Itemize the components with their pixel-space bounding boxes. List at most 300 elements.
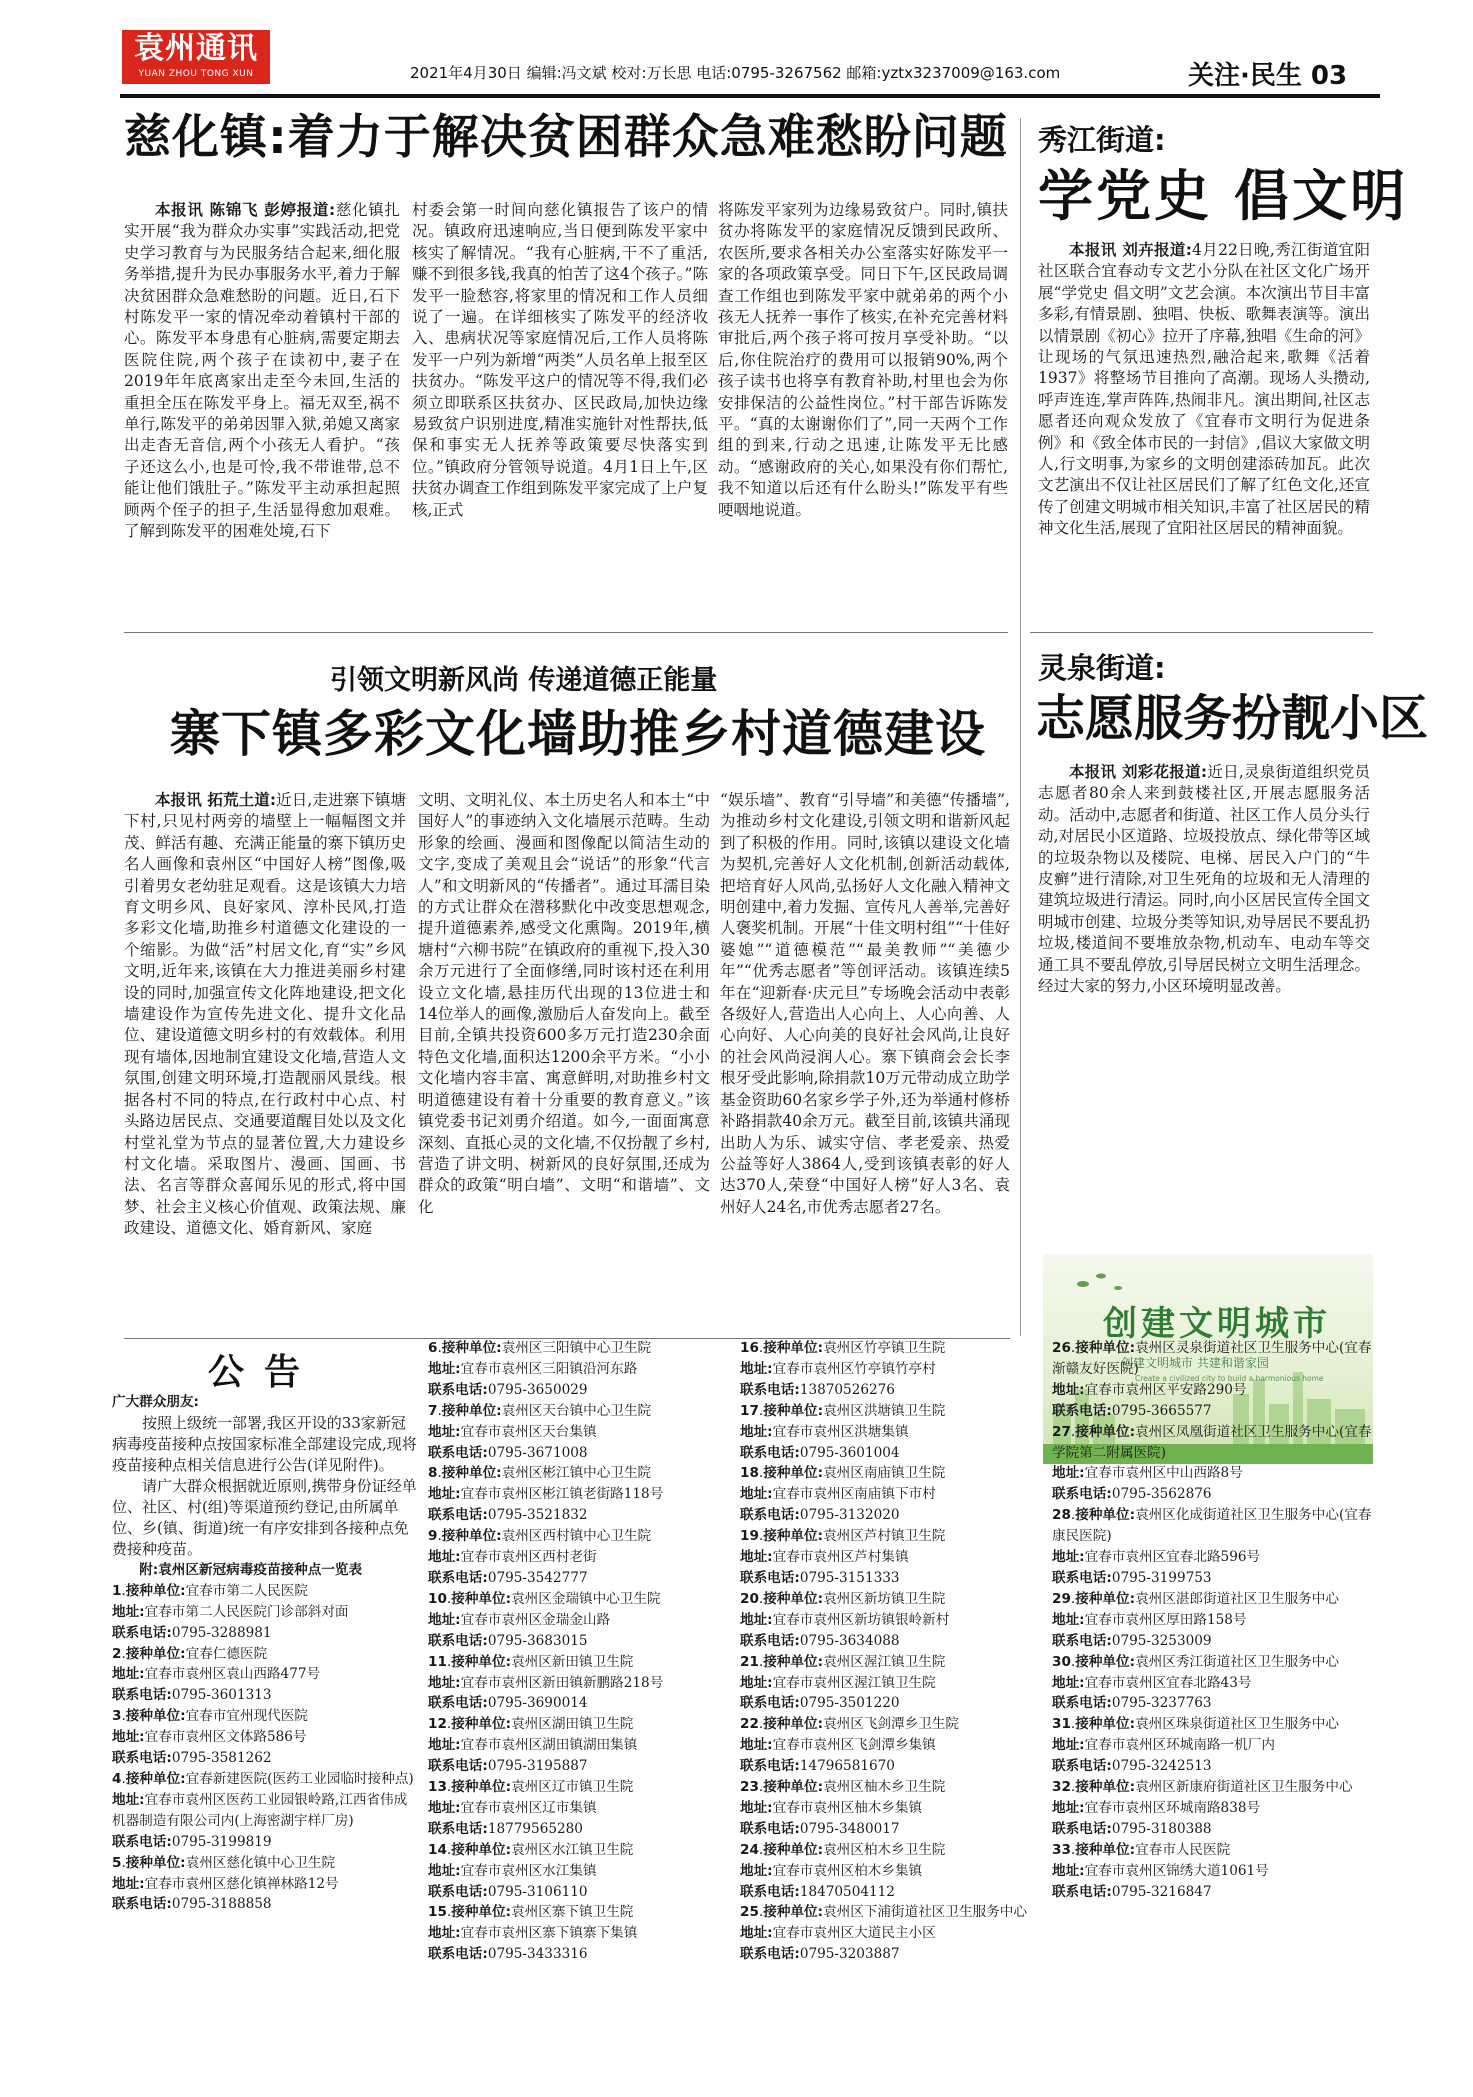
site-number: 33 [1052,1841,1071,1858]
site-unit: 袁州区芦村镇卫生院 [823,1528,946,1545]
site-phone-label: 联系电话: [428,1632,488,1649]
article4-kicker: 灵泉街道: [1038,651,1166,685]
site-unit-label: 接种单位: [763,1841,824,1858]
site-unit: 袁州区三阳镇中心卫生院 [501,1340,652,1356]
site-phone-label: 联系电话: [1052,1569,1112,1586]
site-unit: 袁州区西村镇中心卫生院 [501,1528,652,1545]
vaccination-site: 6.接种单位:袁州区三阳镇中心卫生院 地址:宜春市袁州区三阳镇沿河东路 联系电话:0795-3650029 [428,1340,652,1398]
site-number: 4 [112,1770,122,1787]
site-unit: 袁州区灵泉街道社区卫生服务中心(宜春渐赣友好医院) [1052,1340,1372,1377]
site-unit: 袁州区珠泉街道社区卫生服务中心 [1135,1716,1339,1733]
site-unit-label: 接种单位: [451,1653,512,1670]
site-phone-label: 联系电话: [740,1820,800,1837]
site-unit-label: 接种单位: [451,1904,512,1921]
vaccination-site: 16.接种单位:袁州区竹亭镇卫生院 地址:宜春市袁州区竹亭镇竹亭村 联系电话:13870526276 [740,1340,946,1398]
site-addr-label: 地址: [428,1674,461,1691]
site-addr-label: 地址: [740,1549,773,1566]
site-address: 宜春市袁州区新坊镇银岭新村 [772,1611,950,1628]
site-phone-label: 联系电话: [1052,1820,1112,1837]
site-number: 1 [112,1582,122,1599]
site-unit-label: 接种单位: [441,1465,502,1482]
article1-col1 [124,200,400,620]
site-addr-label: 地址: [740,1423,773,1440]
vaccination-site: 32.接种单位:袁州区新康府街道社区卫生服务中心 地址:宜春市袁州区环城南路838号 联系电话:0795-3180388 [1052,1779,1353,1837]
site-unit-label: 接种单位: [125,1770,186,1787]
site-list-part1 [112,1581,420,1916]
vaccination-site: 21.接种单位:袁州区渥江镇卫生院 地址:宜春市袁州区渥江镇卫生院 联系电话:0795-3501220 [740,1653,946,1712]
article1-bottom-rule [124,632,1008,633]
site-phone: 0795-3671008 [487,1444,588,1461]
site-addr-label: 地址: [740,1737,773,1754]
site-phone: 0795-3480017 [799,1820,900,1837]
site-address: 宜春市袁州区文体路586号 [144,1729,307,1746]
site-unit-label: 接种单位: [1075,1716,1136,1733]
site-address: 宜春市袁州区水江集镇 [460,1862,597,1879]
site-number: 15 [428,1904,447,1921]
notice-col3 [740,1338,1040,2088]
site-unit-label: 接种单位: [1075,1423,1136,1440]
site-number: 22 [740,1716,759,1733]
vaccination-site: 10.接种单位:袁州区金瑞镇中心卫生院 地址:宜春市袁州区金瑞金山路 联系电话:0795-3683015 [428,1590,661,1649]
site-phone-label: 联系电话: [428,1820,488,1837]
site-address: 宜春市袁州区慈化镇禅林路12号 [144,1875,339,1892]
site-addr-label: 地址: [1052,1465,1085,1482]
site-address: 宜春市袁州区平安路290号 [1084,1381,1247,1398]
site-phone-label: 联系电话: [740,1632,800,1649]
vaccination-site: 19.接种单位:袁州区芦村镇卫生院 地址:宜春市袁州区芦村集镇 联系电话:0795-3151333 [740,1528,946,1586]
site-address: 宜春市袁州区辽市集镇 [460,1799,597,1816]
site-phone-label: 联系电话: [1052,1632,1112,1649]
site-phone-label: 联系电话: [740,1444,800,1461]
site-addr-label: 地址: [428,1360,461,1377]
article1-col3 [718,200,1008,620]
site-addr-label: 地址: [112,1603,145,1620]
article2-headline: 学党史 倡文明 [1038,164,1409,228]
site-unit: 袁州区洪塘镇卫生院 [823,1402,946,1419]
site-unit-label: 接种单位: [1075,1779,1136,1796]
site-addr-label: 地址: [428,1611,461,1628]
article3-headline: 寨下镇多彩文化墙助推乡村道德建设 [170,705,986,763]
site-unit-label: 接种单位: [763,1465,824,1482]
vaccination-site: 24.接种单位:袁州区柏木乡卫生院 地址:宜春市袁州区柏木乡集镇 联系电话:18470504112 [740,1841,946,1900]
notice-attachment: 附:袁州区新冠病毒疫苗接种点一览表 [139,1561,363,1578]
site-addr-label: 地址: [1052,1799,1085,1816]
site-unit: 宜春市第二人民医院 [185,1582,308,1599]
site-phone: 0795-3634088 [799,1632,900,1649]
site-phone: 0795-3106110 [487,1883,588,1900]
site-unit-label: 接种单位: [451,1779,512,1796]
vaccination-site: 12.接种单位:袁州区湖田镇卫生院 地址:宜春市袁州区湖田镇湖田集镇 联系电话:0795-3195887 [428,1716,638,1775]
column-divider [1020,118,1021,1336]
vaccination-site: 15.接种单位:袁州区寨下镇卫生院 地址:宜春市袁州区寨下镇寨下集镇 联系电话:0795-3433316 [428,1904,638,1963]
notice-col1 [112,1392,420,2082]
site-phone: 0795-3601004 [799,1444,900,1461]
site-address: 宜春市袁州区医药工业园银岭路,江西省伟成机器制造有限公司内(上海密湖宇样厂房) [112,1791,408,1829]
site-address: 宜春市袁州区渥江镇卫生院 [772,1674,936,1691]
site-unit-label: 接种单位: [125,1582,186,1599]
site-phone: 0795-3665577 [1111,1402,1212,1419]
site-address: 宜春市袁州区竹亭镇竹亭村 [772,1360,936,1377]
site-phone-label: 联系电话: [1052,1402,1112,1419]
site-phone-label: 联系电话: [428,1381,488,1398]
site-list-part4 [1052,1338,1374,1902]
site-phone-label: 联系电话: [428,1883,488,1900]
site-phone-label: 联系电话: [1052,1695,1112,1712]
site-number: 11 [428,1653,447,1670]
site-phone: 0795-3216847 [1111,1883,1212,1900]
vaccination-site: 28.接种单位:袁州区化成街道社区卫生服务中心(宜春康民医院) 地址:宜春市袁州区宜春北路596号 联系电话:0795-3199753 [1052,1507,1372,1586]
article1-col2-text: 村委会第一时间向慈化镇报告了该户的情况。镇政府迅速响应,当日便到陈发平家中核实了解情况。“我有心脏病,干不了重活,赚不到很多钱,我真的怕苦了这4个孩子。”陈发平一脸愁容,将家里的情况和工作人员细说了一遍。在详细核实了陈发平的经济收入、患病状况等家庭情况后,工作人员将陈发平一户列为新增“两类”人员名单上报至区扶贫办。“陈发平这户的情况等不得,我们必须立即联系区扶贫办、区民政局,加快边缘易致贫户识别进度,精准实施针对性帮扶,低保和事实无人抚养等政策要尽快落实到位。”镇政府分管领导说道。4月1日上午,区扶贫办调查工作组到陈发平家完成了上户复核,正式 [412,201,708,519]
site-phone-label: 联系电话: [740,1758,800,1775]
article3-col2 [418,790,710,1325]
site-unit-label: 接种单位: [1075,1507,1136,1524]
site-addr-label: 地址: [740,1925,773,1942]
site-phone: 0795-3581262 [171,1750,272,1767]
masthead-rule [120,94,1380,98]
site-phone: 0795-3601313 [171,1687,272,1704]
vaccination-site: 33.接种单位:宜春市人民医院 地址:宜春市袁州区锦绣大道1061号 联系电话:0795-3216847 [1052,1841,1269,1900]
site-addr-label: 地址: [112,1791,145,1808]
site-address: 宜春市袁州区新田镇新鹏路218号 [460,1674,664,1691]
site-address: 宜春市袁州区三阳镇沿河东路 [460,1360,638,1377]
site-address: 宜春市第二人民医院门诊部斜对面 [144,1603,349,1620]
notice-col4 [1052,1338,1374,2088]
site-number: 29 [1052,1590,1071,1607]
vaccination-site: 18.接种单位:袁州区南庙镇卫生院 地址:宜春市袁州区南庙镇下市村 联系电话:0795-3132020 [740,1465,946,1524]
site-phone-label: 联系电话: [428,1507,488,1524]
site-unit-label: 接种单位: [763,1340,824,1356]
site-addr-label: 地址: [1052,1611,1085,1628]
site-unit: 袁州区秀江街道社区卫生服务中心 [1135,1653,1339,1670]
vaccination-site: 11.接种单位:袁州区新田镇卫生院 地址:宜春市袁州区新田镇新鹏路218号 联系电话:0795-3690014 [428,1653,664,1712]
site-unit-label: 接种单位: [451,1590,512,1607]
site-addr-label: 地址: [112,1729,145,1746]
site-phone-label: 联系电话: [112,1833,172,1850]
site-address: 宜春市袁州区环城南路一机厂内 [1084,1737,1275,1754]
site-unit: 袁州区湛郎街道社区卫生服务中心 [1135,1590,1339,1607]
site-address: 宜春市袁州区金瑞金山路 [460,1611,611,1628]
site-phone: 0795-3180388 [1111,1820,1212,1837]
site-phone: 0795-3253009 [1111,1632,1212,1649]
site-addr-label: 地址: [740,1486,773,1503]
article3-byline: 本报讯 拓荒土道: [155,791,277,809]
site-phone: 0795-3683015 [487,1632,588,1649]
site-unit-label: 接种单位: [763,1904,824,1921]
site-addr-label: 地址: [1052,1381,1085,1398]
site-phone-label: 联系电话: [1052,1883,1112,1900]
site-phone: 0795-3562876 [1111,1486,1212,1503]
vaccination-site: 25.接种单位:袁州区下浦街道社区卫生服务中心 地址:宜春市袁州区大道民主小区 联系电话:0795-3203887 [740,1904,1027,1963]
site-unit: 袁州区天台镇中心卫生院 [501,1402,652,1419]
site-address: 宜春市袁州区西村老街 [460,1549,597,1566]
notice-para2: 请广大群众根据就近原则,携带身份证经单位、社区、村(组)等渠道预约登记,由所属单位、乡(镇、街道)统一有序安排到各接种点免费接种疫苗。 [112,1476,417,1558]
logo-name: 袁州通讯 [134,31,258,66]
vaccination-site: 14.接种单位:袁州区水江镇卫生院 地址:宜春市袁州区水江集镇 联系电话:0795-3106110 [428,1841,634,1900]
vaccination-site: 1.接种单位:宜春市第二人民医院 地址:宜春市第二人民医院门诊部斜对面 联系电话:0795-3288981 [112,1582,349,1641]
site-unit-label: 接种单位: [763,1590,824,1607]
site-phone: 0795-3188858 [171,1896,272,1913]
site-phone: 0795-3542777 [487,1569,588,1586]
vaccination-site: 29.接种单位:袁州区湛郎街道社区卫生服务中心 地址:宜春市袁州区厚田路158号 联系电话:0795-3253009 [1052,1590,1339,1649]
site-phone: 18779565280 [487,1820,583,1837]
site-unit: 袁州区渥江镇卫生院 [823,1653,946,1670]
site-unit-label: 接种单位: [441,1528,502,1545]
site-address: 宜春市袁州区湖田镇湖田集镇 [460,1737,638,1754]
vaccination-site: 8.接种单位:袁州区彬江镇中心卫生院 地址:宜春市袁州区彬江镇老街路118号 联系电话:0795-3521832 [428,1465,664,1524]
site-addr-label: 地址: [428,1486,461,1503]
site-phone: 13870526276 [799,1381,895,1398]
site-number: 8 [428,1465,438,1482]
article2-body-text: 4月22日晚,秀江街道宜阳社区联合宜春动专文艺小分队在社区文化广场开展“学党史 倡文明”文艺会演。本次演出节目丰富多彩,有情景剧、独唱、快板、歌舞表演等。演出以情景剧《初心》拉开了序幕,独唱《生命的河》让现场的气氛迅速热烈,融洽起来,歌舞《活着1937》将整场节目推向了高潮。现场人头攒动,呼声连连,掌声阵阵,热闹非凡。演出期间,社区志愿者还向观众发放了《宜春市文明行为促进条例》和《致全体市民的一封信》,倡议大家做文明人,行文明事,为家乡的文明创建添砖加瓦。此次文艺演出不仅让社区居民们了解了红色文化,还宣传了创建文明城市相关知识,丰富了社区居民的精神文化生活,展现了宜阳社区居民的精神面貌。 [1038,241,1370,538]
site-number: 30 [1052,1653,1071,1670]
site-phone: 0795-3237763 [1111,1695,1212,1712]
article4-headline: 志愿服务扮靓小区 [1036,690,1429,747]
site-phone-label: 联系电话: [740,1381,800,1398]
site-unit: 袁州区辽市镇卫生院 [511,1779,634,1796]
notice-para1: 按照上级统一部署,我区开设的33家新冠病毒疫苗接种点按国家标准全部建设完成,现将疫苗接种点相关信息进行公告(详见附件)。 [112,1413,417,1474]
site-unit: 袁州区水江镇卫生院 [511,1841,634,1858]
site-unit-label: 接种单位: [451,1716,512,1733]
vaccination-site: 13.接种单位:袁州区辽市镇卫生院 地址:宜春市袁州区辽市集镇 联系电话:18779565280 [428,1779,634,1837]
site-number: 6 [428,1340,438,1356]
site-phone-label: 联系电话: [740,1569,800,1586]
site-unit-label: 接种单位: [125,1645,186,1662]
article3-col3-text: “娱乐墙”、教育“引导墙”和美德“传播墙”,为推动乡村文化建设,引领文明和谐新风起到了积极的作用。同时,该镇以建设文化墙为契机,完善好人文化机制,创新活动载体,把培育好人风尚,弘扬好人文化融入精神文明创建中,着力发掘、宣传凡人善举,完善好人褒奖机制。开展“十佳文明村组”“十佳好婆媳”“道德模范”“最美教师”“美德少年”“优秀志愿者”等创评活动。该镇连续5年在“迎新春·庆元旦”专场晚会活动中表彰各级好人,营造出人心向上、人心向善、人心向好、人心向美的良好社会风尚,让良好的社会风尚浸润人心。寨下镇商会会长李根牙受此影响,除捐款10万元带动成立助学基金资助60名家乡学子外,还为举通村修桥补路捐款40余万元。截至目前,该镇共涌现出助人为乐、诚实守信、孝老爱亲、热爱公益等好人3864人,受到该镇表彰的好人达370人,荣登“中国好人榜”好人3名、袁州好人24名,市优秀志愿者27名。 [720,791,1010,1216]
site-phone-label: 联系电话: [112,1750,172,1767]
site-number: 9 [428,1528,438,1545]
article3-col2-text: 文明、文明礼仪、本土历史名人和本土“中国好人”的事迹纳入文化墙展示范畴。生动形象的绘画、漫画和图像配以简洁生动的文字,变成了美观且会“说话”的形象“代言人”和文明新风的“传播者”。通过耳濡目染的方式让群众在潜移默化中改变思想观念,提升道德素养,感受文化熏陶。2019年,横塘村“六柳书院”在镇政府的重视下,投入30余万元进行了全面修缮,同时该村还在利用设立文化墙,悬挂历代出现的13位进士和14位举人的画像,激励后人奋发向上。截至目前,全镇共投资600多万元打造230余面特色文化墙,面积达1200余平方米。“小小文化墙内容丰富、寓意鲜明,对助推乡村文明道德建设有着十分重要的教育意义。”该镇党委书记刘勇介绍道。如今,一面面寓意深刻、直抵心灵的文化墙,不仅扮靓了乡村,营造了讲文明、树新风的良好氛围,还成为群众的政策“明白墙”、文明“和谐墙”、文化 [418,791,710,1216]
site-unit: 宜春仁德医院 [185,1645,268,1662]
site-addr-label: 地址: [1052,1737,1085,1754]
logo-pinyin: YUAN ZHOU TONG XUN [138,69,254,79]
site-address: 宜春市袁州区天台集镇 [460,1423,597,1440]
site-unit: 宜春市人民医院 [1135,1841,1231,1858]
vaccination-site: 31.接种单位:袁州区珠泉街道社区卫生服务中心 地址:宜春市袁州区环城南路一机厂内 联系电话:0795-3242513 [1052,1716,1339,1775]
site-number: 7 [428,1402,438,1419]
site-unit-label: 接种单位: [763,1402,824,1419]
site-number: 21 [740,1653,759,1670]
site-number: 27 [1052,1423,1071,1440]
article1-col1-text: 慈化镇扎实开展“我为群众办实事”实践活动,把党史学习教育与为民服务结合起来,细化服务举措,提升为民办事服务水平,着力于解决贫困群众急难愁盼的问题。近日,石下村陈发平一家的情况牵动着镇村干部的心。陈发平本身患有心脏病,需要定期去医院住院,两个孩子在读初中,妻子在2019年年底离家出走至今未回,生活的重担全压在陈发平身上。福无双至,祸不单行,陈发平的弟弟因罪入狱,弟媳又离家出走杳无音信,两个小孩无人看护。“孩子还这么小,也是可怜,我不带谁带,总不能让他们饿肚子。”陈发平主动承担起照顾两个侄子的担子,生活显得愈加艰难。了解到陈发平的困难处境,石下 [124,201,400,541]
site-number: 20 [740,1590,759,1607]
poster-title: 创建文明城市 [1103,1304,1331,1344]
site-number: 13 [428,1779,447,1796]
article4-byline: 本报讯 刘彩花报道: [1069,763,1208,781]
site-address: 宜春市袁州区飞剑潭乡集镇 [772,1737,936,1754]
site-unit: 袁州区新康府街道社区卫生服务中心 [1135,1779,1353,1796]
site-phone-label: 联系电话: [740,1507,800,1524]
site-unit: 袁州区南庙镇卫生院 [823,1465,946,1482]
site-unit-label: 接种单位: [1075,1653,1136,1670]
article3-col3 [720,790,1010,1325]
site-phone: 0795-3242513 [1111,1758,1212,1775]
site-address: 宜春市袁州区宜春北路596号 [1084,1549,1261,1566]
site-phone-label: 联系电话: [1052,1486,1112,1503]
site-number: 3 [112,1708,122,1725]
article2-body [1038,240,1370,618]
site-phone: 0795-3132020 [799,1507,900,1524]
vaccination-site: 20.接种单位:袁州区新坊镇卫生院 地址:宜春市袁州区新坊镇银岭新村 联系电话:0795-3634088 [740,1590,950,1649]
site-number: 17 [740,1402,759,1419]
site-phone-label: 联系电话: [428,1695,488,1712]
site-addr-label: 地址: [112,1875,145,1892]
site-phone: 18470504112 [799,1883,895,1900]
article2-byline: 本报讯 刘卉报道: [1069,241,1192,259]
site-addr-label: 地址: [740,1799,773,1816]
article3-col1 [124,790,406,1325]
site-unit: 袁州区飞剑潭乡卫生院 [823,1716,959,1733]
notice-greeting: 广大群众朋友: [112,1394,199,1410]
site-phone-label: 联系电话: [740,1883,800,1900]
site-unit-label: 接种单位: [763,1716,824,1733]
site-unit: 袁州区下浦街道社区卫生服务中心 [823,1904,1027,1921]
site-phone-label: 联系电话: [428,1946,488,1963]
site-addr-label: 地址: [740,1611,773,1628]
site-addr-label: 地址: [1052,1862,1085,1879]
site-number: 12 [428,1716,447,1733]
site-address: 宜春市袁州区柚木乡集镇 [772,1799,923,1816]
vaccination-site: 2.接种单位:宜春仁德医院 地址:宜春市袁州区袁山西路477号 联系电话:0795-3601313 [112,1645,321,1704]
article2-kicker: 秀江街道: [1038,123,1166,157]
site-phone: 0795-3151333 [799,1569,900,1586]
site-list-part3 [740,1338,1040,1965]
site-unit: 袁州区化成街道社区卫生服务中心(宜春康民医院) [1052,1507,1372,1545]
site-phone-label: 联系电话: [428,1444,488,1461]
site-unit-label: 接种单位: [763,1528,824,1545]
site-address: 宜春市袁州区环城南路838号 [1084,1799,1261,1816]
site-unit-label: 接种单位: [763,1653,824,1670]
site-number: 32 [1052,1779,1071,1796]
site-unit: 袁州区金瑞镇中心卫生院 [511,1590,661,1607]
site-phone-label: 联系电话: [740,1946,800,1963]
site-address: 宜春市袁州区洪塘集镇 [772,1423,909,1440]
site-addr-label: 地址: [428,1925,461,1942]
site-addr-label: 地址: [428,1862,461,1879]
site-unit: 袁州区新田镇卫生院 [511,1653,634,1670]
site-unit-label: 接种单位: [441,1340,502,1356]
site-number: 19 [740,1528,759,1545]
site-addr-label: 地址: [428,1737,461,1754]
site-number: 14 [428,1841,447,1858]
site-list-part2 [428,1338,728,1965]
notice-title: 公告 [208,1352,321,1393]
site-address: 宜春市袁州区大道民主小区 [772,1925,936,1942]
site-unit-label: 接种单位: [1075,1841,1136,1858]
site-unit-label: 接种单位: [451,1841,512,1858]
site-address: 宜春市袁州区寨下镇寨下集镇 [460,1925,638,1942]
article2-bottom-rule [1030,632,1373,633]
site-addr-label: 地址: [1052,1549,1085,1566]
site-addr-label: 地址: [112,1666,145,1683]
article1-headline: 慈化镇:着力于解决贫困群众急难愁盼问题 [124,110,1008,165]
site-phone-label: 联系电话: [428,1758,488,1775]
vaccination-site: 26.接种单位:袁州区灵泉街道社区卫生服务中心(宜春渐赣友好医院) 地址:宜春市袁州区平安路290号 联系电话:0795-3665577 [1052,1340,1372,1419]
site-unit-label: 接种单位: [763,1779,824,1796]
site-unit-label: 接种单位: [1075,1340,1136,1356]
site-unit: 袁州区湖田镇卫生院 [511,1716,634,1733]
site-unit: 袁州区寨下镇卫生院 [511,1904,634,1921]
site-unit-label: 接种单位: [1075,1590,1136,1607]
site-unit: 袁州区竹亭镇卫生院 [823,1340,946,1356]
vaccination-site: 17.接种单位:袁州区洪塘镇卫生院 地址:宜春市袁州区洪塘集镇 联系电话:0795-3601004 [740,1402,946,1461]
vaccination-site: 23.接种单位:袁州区柚木乡卫生院 地址:宜春市袁州区柚木乡集镇 联系电话:0795-3480017 [740,1779,946,1837]
site-phone-label: 联系电话: [112,1896,172,1913]
site-unit-label: 接种单位: [125,1708,186,1725]
site-phone: 0795-3690014 [487,1695,588,1712]
site-address: 宜春市袁州区芦村集镇 [772,1549,909,1566]
vaccination-site: 7.接种单位:袁州区天台镇中心卫生院 地址:宜春市袁州区天台集镇 联系电话:0795-3671008 [428,1402,652,1461]
site-unit-label: 接种单位: [125,1854,186,1871]
site-addr-label: 地址: [428,1549,461,1566]
site-phone-label: 联系电话: [112,1624,172,1641]
site-number: 28 [1052,1507,1071,1524]
site-address: 宜春市袁州区锦绣大道1061号 [1084,1862,1269,1879]
issue-meta: 2021年4月30日 编辑:冯文斌 校对:万长思 电话:0795-3267562 邮箱:yztx3237009@163.com [410,64,1061,82]
article1-byline: 本报讯 陈锦飞 彭婷报道: [155,201,336,219]
article1-col3-text: 将陈发平家列为边缘易致贫户。同时,镇扶贫办将陈发平的家庭情况反馈到民政所、农医所,要求各相关办公室落实好陈发平一家的各项政策享受。同日下午,区民政局调查工作组也到陈发平家中就弟弟的两个小孩无人抚养一事作了核实,在补充完善材料审批后,两个孩子将可按月享受补助。“以后,你住院治疗的费用可以报销90%,两个孩子读书也将享有教育补助,村里也会为你安排保洁的公益性岗位。”村干部告诉陈发平。“真的太谢谢你们了”,同一天两个工作组的到来,行动之迅速,让陈发平无比感动。“感谢政府的关心,如果没有你们帮忙,我不知道以后还有什么盼头!”陈发平有些哽咽地说道。 [718,201,1008,519]
site-phone: 14796581670 [799,1758,895,1775]
site-phone: 0795-3288981 [171,1624,272,1641]
article1-col2 [412,200,708,620]
article4-body-text: 近日,灵泉街道组织党员志愿者80余人来到鼓楼社区,开展志愿服务活动。活动中,志愿者和街道、社区工作人员分头行动,对居民小区道路、垃圾投放点、绿化带等区域的垃圾杂物以及楼院、电梯、居民入户门的“牛皮癣”进行清除,对卫生死角的垃圾和无人清理的建筑垃圾进行清运。同时,向小区居民宣传全国文明城市创建、垃圾分类等知识,劝导居民不要乱扔垃圾,楼道间不要堆放杂物,机动车、电动车等交通工具不要乱停放,引导居民树立文明生活理念。经过大家的努力,小区环境明显改善。 [1038,763,1370,996]
site-address: 宜春市袁州区宜春北路43号 [1084,1674,1252,1691]
site-address: 宜春市袁州区柏木乡集镇 [772,1862,923,1879]
vaccination-site: 27.接种单位:袁州区凤凰街道社区卫生服务中心(宜春学院第二附属医院) 地址:宜春市袁州区中山西路8号 联系电话:0795-3562876 [1052,1423,1372,1503]
article4-body [1038,762,1370,1237]
section-label: 关注·民生 03 [1188,61,1348,91]
site-phone-label: 联系电话: [112,1687,172,1704]
site-address: 宜春市袁州区南庙镇下市村 [772,1486,936,1503]
site-phone-label: 联系电话: [428,1569,488,1586]
site-phone: 0795-3650029 [487,1381,588,1398]
site-addr-label: 地址: [428,1423,461,1440]
poster-english: Create a civilized city to build a harmonious home [1135,1374,1324,1383]
site-unit: 袁州区彬江镇中心卫生院 [501,1465,652,1482]
site-number: 24 [740,1841,759,1858]
site-address: 宜春市袁州区厚田路158号 [1084,1611,1247,1628]
site-phone: 0795-3203887 [799,1946,900,1963]
site-phone: 0795-3501220 [799,1695,900,1712]
vaccination-site: 5.接种单位:袁州区慈化镇中心卫生院 地址:宜春市袁州区慈化镇禅林路12号 联系电话:0795-3188858 [112,1854,339,1913]
site-address: 宜春市袁州区袁山西路477号 [144,1666,321,1683]
vaccination-site: 9.接种单位:袁州区西村镇中心卫生院 地址:宜春市袁州区西村老街 联系电话:0795-3542777 [428,1528,652,1586]
site-number: 25 [740,1904,759,1921]
site-addr-label: 地址: [740,1862,773,1879]
site-number: 18 [740,1465,759,1482]
poster-subtitle: 创建文明城市 共建和谐家园 [1121,1356,1269,1370]
site-unit: 袁州区柚木乡卫生院 [823,1779,946,1796]
site-phone: 0795-3195887 [487,1758,588,1775]
site-unit: 宜春新建医院(医药工业园临时接种点) [185,1770,414,1787]
site-address: 宜春市袁州区中山西路8号 [1084,1465,1243,1482]
vaccination-site: 30.接种单位:袁州区秀江街道社区卫生服务中心 地址:宜春市袁州区宜春北路43号 联系电话:0795-3237763 [1052,1653,1339,1712]
site-phone: 0795-3199753 [1111,1569,1212,1586]
site-phone-label: 联系电话: [740,1695,800,1712]
vaccination-site: 22.接种单位:袁州区飞剑潭乡卫生院 地址:宜春市袁州区飞剑潭乡集镇 联系电话:14796581670 [740,1716,959,1775]
site-address: 宜春市袁州区彬江镇老街路118号 [460,1486,664,1503]
article3-col1-text: 近日,走进寨下镇塘下村,只见村两旁的墙壁上一幅幅图文并茂、鲜活有趣、充满正能量的寨下镇历史名人画像和袁州区“中国好人榜”图像,吸引着男女老幼驻足观看。这是该镇大力培育文明乡风、良好家风、淳朴民风,打造多彩文化墙,助推乡村道德文化建设的一个缩影。为做“活”村居文化,育“实”乡风文明,近年来,该镇在大力推进美丽乡村建设的同时,加强宣传文化阵地建设,把文化墙建设作为宣传先进文化、提升文化品位、建设道德文明乡村的有效载体。利用现有墙体,因地制宜建设文化墙,营造人文氛围,创建文明环境,打造靓丽风景线。根据各村不同的特点,在行政村中心点、村头路边居民点、交通要道醒目处以及文化村堂礼堂为节点的显著位置,大力建设乡村文化墙。采取图片、漫画、国画、书法、名言等群众喜闻乐见的形式,将中国梦、社会主义核心价值观、政策法规、廉政建设、道德文化、婚育新风、家庭 [124,791,406,1238]
site-addr-label: 地址: [740,1360,773,1377]
site-unit: 袁州区柏木乡卫生院 [823,1841,946,1858]
site-phone-label: 联系电话: [1052,1758,1112,1775]
site-phone: 0795-3199819 [171,1833,272,1850]
article3-subtitle: 引领文明新风尚 传递道德正能量 [330,665,718,696]
vaccination-site: 3.接种单位:宜春市宜州现代医院 地址:宜春市袁州区文体路586号 联系电话:0795-3581262 [112,1708,308,1767]
site-number: 16 [740,1340,759,1356]
site-unit: 宜春市宜州现代医院 [185,1708,308,1725]
site-addr-label: 地址: [740,1674,773,1691]
vaccination-site: 4.接种单位:宜春新建医院(医药工业园临时接种点) 地址:宜春市袁州区医药工业园银岭路,江西省伟成机器制造有限公司内(上海密湖宇样厂房) 联系电话:0795-3199819 [112,1770,414,1850]
